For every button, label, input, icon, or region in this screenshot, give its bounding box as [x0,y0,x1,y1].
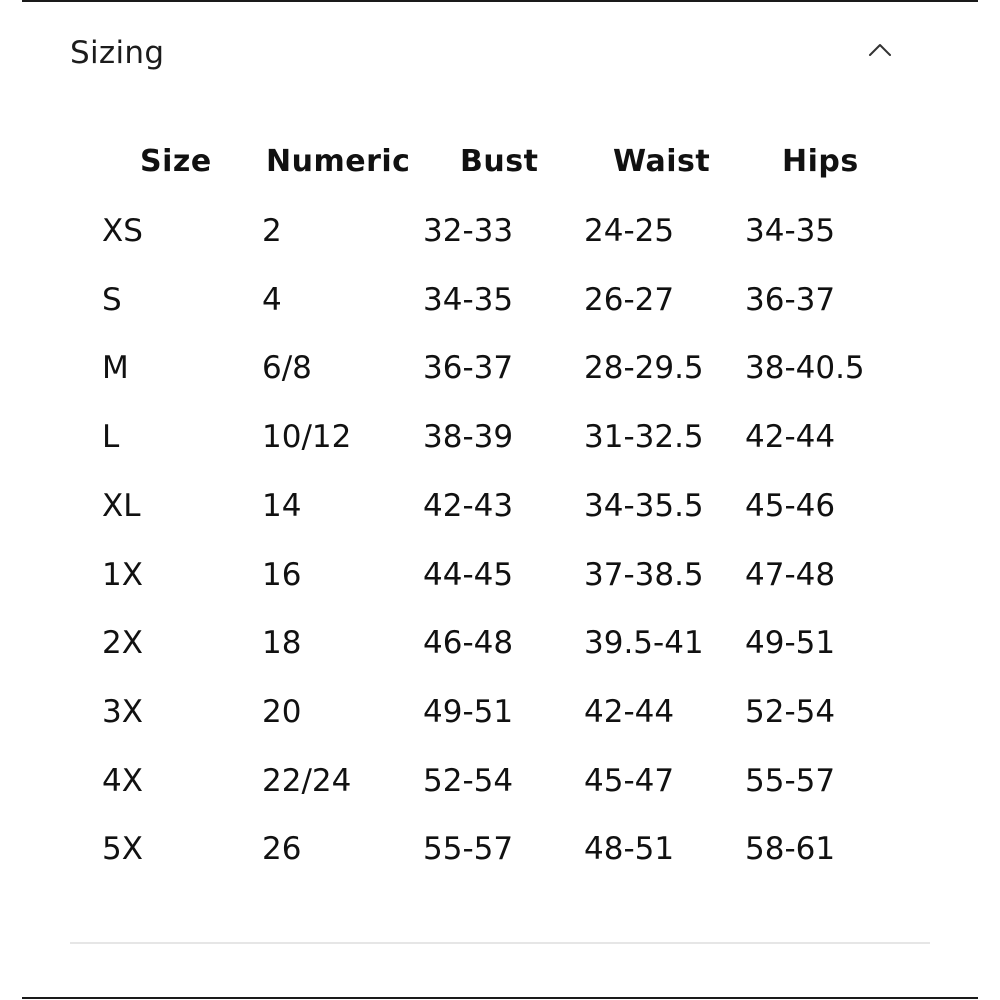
table-cell-size: S [102,282,122,318]
table-cell-numeric: 2 [262,213,282,249]
column-header-waist: Waist [613,144,711,179]
table-cell-size: 1X [102,557,143,593]
table-cell-numeric: 18 [262,625,302,661]
table-cell-bust: 49-51 [423,694,514,730]
table-cell-waist: 48-51 [584,831,675,867]
table-cell-size: 3X [102,694,143,730]
table-cell-numeric: 4 [262,282,282,318]
table-cell-bust: 32-33 [423,213,514,249]
table-cell-waist: 28-29.5 [584,350,704,386]
sizing-accordion-header[interactable] [70,30,900,80]
column-header-numeric: Numeric [266,144,411,179]
table-cell-bust: 46-48 [423,625,514,661]
table-cell-waist: 24-25 [584,213,675,249]
table-cell-hips: 58-61 [745,831,836,867]
table-cell-bust: 55-57 [423,831,514,867]
table-cell-waist: 45-47 [584,763,675,799]
table-cell-hips: 38-40.5 [745,350,865,386]
table-cell-waist: 34-35.5 [584,488,704,524]
table-cell-waist: 31-32.5 [584,419,704,455]
table-cell-numeric: 14 [262,488,302,524]
table-cell-hips: 34-35 [745,213,836,249]
top-border [22,0,978,2]
table-cell-hips: 36-37 [745,282,836,318]
section-divider [70,942,930,944]
table-cell-size: 4X [102,763,143,799]
column-header-hips: Hips [782,144,859,179]
table-cell-waist: 26-27 [584,282,675,318]
table-cell-numeric: 10/12 [262,419,352,455]
table-cell-hips: 49-51 [745,625,836,661]
table-cell-hips: 45-46 [745,488,836,524]
section-title: Sizing [70,35,165,71]
table-cell-hips: 52-54 [745,694,836,730]
table-cell-numeric: 26 [262,831,302,867]
table-cell-bust: 42-43 [423,488,514,524]
table-cell-size: M [102,350,129,386]
table-cell-waist: 37-38.5 [584,557,704,593]
table-cell-bust: 44-45 [423,557,514,593]
table-cell-size: 2X [102,625,143,661]
column-header-bust: Bust [460,144,539,179]
table-cell-size: XL [102,488,141,524]
table-cell-bust: 36-37 [423,350,514,386]
table-cell-hips: 55-57 [745,763,836,799]
table-cell-numeric: 16 [262,557,302,593]
table-cell-size: XS [102,213,143,249]
table-cell-bust: 52-54 [423,763,514,799]
table-cell-hips: 47-48 [745,557,836,593]
table-cell-numeric: 6/8 [262,350,312,386]
table-cell-bust: 34-35 [423,282,514,318]
table-cell-size: L [102,419,120,455]
column-header-size: Size [140,144,212,179]
bottom-border [22,997,978,999]
table-cell-numeric: 20 [262,694,302,730]
table-cell-size: 5X [102,831,143,867]
table-cell-bust: 38-39 [423,419,514,455]
table-cell-waist: 42-44 [584,694,675,730]
table-cell-numeric: 22/24 [262,763,352,799]
chevron-up-icon[interactable] [868,38,892,62]
table-cell-hips: 42-44 [745,419,836,455]
table-cell-waist: 39.5-41 [584,625,704,661]
